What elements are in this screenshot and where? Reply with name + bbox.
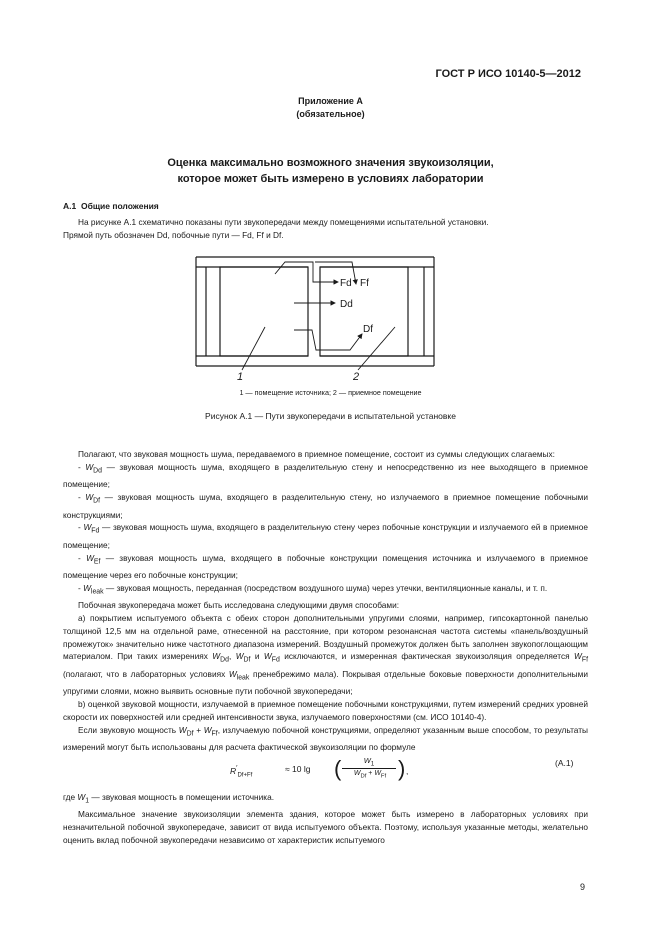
formula-number: (А.1) <box>555 758 574 768</box>
subscript: Df <box>243 657 251 665</box>
transmission-paths <box>242 262 395 370</box>
list-item: - $W_{leak}$ — звуковая мощность, переданная (посредством воздушного шума) через утечки, вентиляционные каналы, и т. п. <box>78 582 548 596</box>
subscript: Fd <box>91 527 100 535</box>
symbol-w: W <box>86 552 94 563</box>
symbol-w: W <box>228 668 237 679</box>
walls-outline <box>196 257 434 366</box>
figure-legend: 1 — помещение источника; 2 — приемное помещение <box>239 388 422 397</box>
subscript: Df <box>360 773 367 780</box>
symbol-w: W <box>374 770 381 777</box>
method-a <box>63 612 588 698</box>
subscript: 1 <box>85 797 90 805</box>
document-code: ГОСТ Р ИСО 10140-5—2012 <box>435 68 581 80</box>
main-title-line2: которое может быть измерено в условиях лаборатории <box>177 173 484 185</box>
path-label-dd: Dd <box>340 299 353 310</box>
intro-line2: Прямой путь обозначен Dd, побочные пути — Fd, Ff и Df. <box>63 229 284 240</box>
close-paren: ) <box>398 756 406 781</box>
item-text: — звуковая мощность шума, входящего в разделительную стену и непосредственно из нее выходящего в приемное помещение; <box>63 461 588 490</box>
symbol-w: W <box>85 461 94 472</box>
final-paragraph: Максимальное значение звукоизоляции элемента здания, которое может быть измерено в лабораторных условиях при незначительной побочной звукопередаче, зависит от вида испытуемого объекта. Поэтому, используя указанные методы, желательно оценить вклад побочной звукопередачи независимо от характеристик испытуемого <box>63 809 588 846</box>
text-run: пренебрежимо мала). Покрывая отдельные боковые поверхности дополнительными упругими слоями, можно выявить основные пути побочной звукопередачи; <box>63 668 588 697</box>
figure-caption: Рисунок А.1 — Пути звукопередачи в испытательной установке <box>205 411 456 421</box>
item-text: — звуковая мощность шума, входящего в разделительную стену, но излучаемого в приемное помещение побочными конструкциями; <box>63 492 588 520</box>
subscript: Ff <box>380 773 387 780</box>
room-label-1: 1 <box>237 371 244 383</box>
path-label-ff: Ff <box>360 278 369 289</box>
appendix-subtitle: (обязательное) <box>296 109 365 119</box>
formula-comma: , <box>406 766 409 776</box>
open-paren: ( <box>334 756 342 781</box>
body-text <box>63 448 588 754</box>
section-heading <box>63 201 159 211</box>
superscript: ′ <box>236 764 238 772</box>
text-run: + <box>193 724 204 735</box>
symbol-w: W <box>203 724 212 735</box>
transmission-paths-figure <box>190 252 440 387</box>
subscript: Ff <box>581 657 589 665</box>
subscript: Df <box>186 730 194 738</box>
where-line <box>63 791 588 808</box>
text-run: и <box>250 651 264 662</box>
formula-lhs: $R'_{Df+Ff}$ <box>230 764 253 779</box>
subscript: Df+Ff <box>237 772 253 779</box>
body-text-after-formula <box>63 791 588 847</box>
subscript: 1 <box>370 760 375 768</box>
methods-intro: Побочная звукопередача может быть исследована следующими двумя способами: <box>78 600 400 611</box>
symbol-w: W <box>235 651 244 662</box>
section-number: А.1 <box>63 201 77 211</box>
item-text: — звуковая мощность шума, входящего в разделительную стену через побочные конструкции и излучаемого ей в приемное помещение; <box>63 522 588 550</box>
item-text: — звуковая мощность, переданная (посредством воздушного шума) через утечки, вентиляционные каналы, и т. п. <box>103 582 548 593</box>
text-run: где <box>63 792 78 802</box>
list-item: - $W_{Dd}$ — звуковая мощность шума, входящего в разделительную стену и непосредственно из нее выходящего в приемное помещение; <box>63 461 588 490</box>
subscript: Fd <box>271 657 280 665</box>
symbol-w: W <box>353 770 361 777</box>
subscript: leak <box>90 588 104 596</box>
subscript: Ef <box>93 558 101 566</box>
subscript: Df <box>93 497 101 505</box>
section-name: Общие положения <box>80 201 159 211</box>
fraction-numerator <box>342 756 396 769</box>
main-title-line1: Оценка максимально возможного значения звукоизоляции, <box>167 157 494 169</box>
symbol-w: W <box>212 651 221 662</box>
text-run: + <box>366 770 375 777</box>
formula-intro <box>63 724 588 754</box>
list-item: - $W_{Df}$ — звуковая мощность шума, входящего в разделительную стену, но излучаемого в приемное помещение побочными конструкциями; <box>63 492 588 520</box>
subscript: Dd <box>93 467 103 475</box>
item-text: — звуковая мощность шума, входящего в побочные конструкции помещения источника и излучаемого в приемное помещение через его побочные конструкции; <box>63 552 588 580</box>
formula-relation: ≈ 10 lg <box>285 764 311 774</box>
path-label-fd: Fd <box>340 278 352 289</box>
text-run: — звуковая мощность в помещении источника. <box>89 792 275 802</box>
subscript: Dd <box>220 657 229 665</box>
symbol-w: W <box>363 756 371 765</box>
intro-paragraph <box>63 216 588 242</box>
path-label-df: Df <box>363 324 373 335</box>
symbol-w: W <box>83 582 91 593</box>
text-run: Если звуковую мощность <box>78 724 179 735</box>
subscript: Ff <box>211 730 218 738</box>
text-run: , излучаемую побочной конструкциями, определяют указанным выше способом, то результаты измерений могут быть использованы для расчета фактической звукоизоляции по формуле <box>63 724 588 753</box>
room-label-2: 2 <box>353 371 360 383</box>
text-run: исключаются, и измеренная фактическая звукоизоляция определяется <box>279 651 575 662</box>
symbol-w: W <box>263 651 272 662</box>
appendix-title: Приложение А <box>298 96 363 106</box>
method-b: b) оценкой звуковой мощности, излучаемой в приемное помещение побочными конструкциями, путем измерений средних уровней скорости их поверхностей или средней интенсивности звука, излучаемого поверхностями (см. ИСО 10140-4). <box>63 699 588 722</box>
sum-intro: Полагают, что звуковая мощность шума, передаваемого в приемное помещение, состоит из суммы следующих слагаемых: <box>78 449 555 459</box>
symbol-w: W <box>77 792 86 802</box>
list-item: - $W_{Fd}$ — звуковая мощность шума, входящего в разделительную стену через побочные конструкции и излучаемого ей в приемное помещение; <box>63 522 588 550</box>
symbol-w: W <box>178 724 187 735</box>
text-run: (полагают, что в лабораторных условиях <box>63 668 229 679</box>
symbol-w: W <box>85 492 94 503</box>
fraction-denominator <box>342 770 398 779</box>
symbol-w: W <box>574 651 582 662</box>
text-run: , <box>228 651 236 662</box>
intro-line1: На рисунке А.1 схематично показаны пути звукопередачи между помещениями испытательной установки. <box>78 217 489 227</box>
symbol-w: W <box>83 522 92 533</box>
list-item: - $W_{Ef}$ — звуковая мощность шума, входящего в побочные конструкции помещения источника и излучаемого в приемное помещение через его побочные конструкции; <box>63 552 588 580</box>
page-number: 9 <box>579 882 585 892</box>
subscript: leak <box>236 674 250 682</box>
text-run: а) покрытием испытуемого объекта с обеих сторон дополнительными упругими слоями, например, гипсокартонной панелью толщиной 12,5 мм на отдельной раме, отнесенной на расстояние, при котором резонансная частота системы «панель/воздушный промежуток» значительно ниже частотного диапазона измерений. Воздушный промежуток должен быть заполнен звукопоглощающим материалом. При таких измерениях <box>63 613 588 662</box>
